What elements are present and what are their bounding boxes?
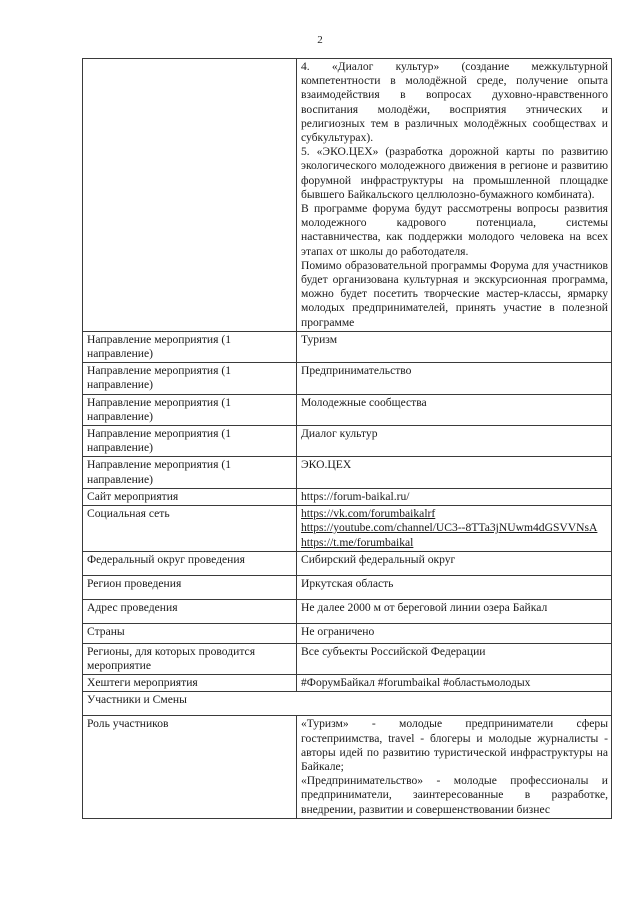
direction-label: Направление мероприятия (1 направление) xyxy=(83,331,297,362)
program-paragraph: В программе форума будут рассмотрены вопросы развития молодежного кадрового потенциала, системы наставничества, как поддержки молодого человека на всех этапах от школы до работодателя. xyxy=(301,202,608,258)
address-label: Адрес проведения xyxy=(83,599,297,623)
direction-label: Направление мероприятия (1 направление) xyxy=(83,457,297,488)
direction-value: ЭКО.ЦЕХ xyxy=(297,457,612,488)
direction-row xyxy=(83,394,612,425)
telegram-link[interactable]: https://t.me/forumbaikal xyxy=(301,535,414,549)
vk-link[interactable]: https://vk.com/forumbaikalrf xyxy=(301,507,436,521)
hashtags-row xyxy=(83,675,612,692)
district-row xyxy=(83,551,612,575)
direction-label: Направление мероприятия (1 направление) xyxy=(83,394,297,425)
direction-row xyxy=(83,331,612,362)
program-row xyxy=(83,59,612,332)
site-value: https://forum-baikal.ru/ xyxy=(297,488,612,505)
region-row xyxy=(83,575,612,599)
direction-row xyxy=(83,363,612,394)
site-row xyxy=(83,488,612,505)
roles-label: Роль участников xyxy=(83,716,297,818)
program-description xyxy=(297,59,612,332)
regions-row xyxy=(83,643,612,674)
countries-value: Не ограничено xyxy=(297,623,612,643)
program-label-cell xyxy=(83,59,297,332)
direction-label: Направление мероприятия (1 направление) xyxy=(83,426,297,457)
countries-row xyxy=(83,623,612,643)
program-paragraph: Помимо образовательной программы Форума для участников будет организована культурная и экскурсионная программа, можно будет посетить творческие мастер-классы, ярмарку молодых предпринимателей, принять участие в полезной программе xyxy=(301,258,608,329)
program-paragraph: 4. «Диалог культур» (создание межкультурной компетентности в молодёжной среде, получение опыта взаимодействия в вопросах духовно-нравственного воспитания молодёжи, восприятия этнических и религиозных тем в различных молодёжных сообществах и субкультурах). xyxy=(301,60,608,145)
hashtags-value: #ФорумБайкал #forumbaikal #областьмолодых xyxy=(297,675,612,692)
page-number: 2 xyxy=(317,34,323,46)
region-value: Иркутская область xyxy=(297,575,612,599)
address-row xyxy=(83,599,612,623)
site-label: Сайт мероприятия xyxy=(83,488,297,505)
direction-row xyxy=(83,457,612,488)
direction-value: Молодежные сообщества xyxy=(297,394,612,425)
roles-description xyxy=(297,716,612,818)
social-label: Социальная сеть xyxy=(83,506,297,552)
direction-value: Диалог культур xyxy=(297,426,612,457)
regions-value: Все субъекты Российской Федерации xyxy=(297,643,612,674)
section-row xyxy=(83,692,612,716)
direction-value: Предпринимательство xyxy=(297,363,612,394)
district-value: Сибирский федеральный округ xyxy=(297,551,612,575)
regions-label: Регионы, для которых проводится мероприятие xyxy=(83,643,297,674)
youtube-link[interactable]: https://youtube.com/channel/UC3--8TTa3jNUwm4dGSVVNsA xyxy=(301,521,598,535)
program-paragraph: 5. «ЭКО.ЦЕХ» (разработка дорожной карты по развитию экологического молодежного движения в регионе и развитию форумной инфраструктуры на промышленной площадке бывшего Байкальского целлюлозно-бумажного комбината). xyxy=(301,145,608,201)
direction-label: Направление мероприятия (1 направление) xyxy=(83,363,297,394)
hashtags-label: Хештеги мероприятия xyxy=(83,675,297,692)
district-label: Федеральный округ проведения xyxy=(83,551,297,575)
roles-paragraph: «Туризм» - молодые предприниматели сферы гостеприимства, travel - блогеры и молодые журналисты - авторы идей по развитию туристической инфраструктуры на Байкале; xyxy=(301,717,608,773)
social-row xyxy=(83,506,612,552)
region-label: Регион проведения xyxy=(83,575,297,599)
direction-value: Туризм xyxy=(297,331,612,362)
social-links xyxy=(297,506,612,552)
address-value: Не далее 2000 м от береговой линии озера Байкал xyxy=(297,599,612,623)
roles-row xyxy=(83,716,612,818)
direction-row xyxy=(83,426,612,457)
countries-label: Страны xyxy=(83,623,297,643)
section-title: Участники и Смены xyxy=(83,692,612,716)
roles-paragraph: «Предпринимательство» - молодые профессионалы и предприниматели, заинтересованные в разработке, внедрении, развитии и совершенствовании бизнес xyxy=(301,774,608,816)
event-info-table xyxy=(82,58,612,819)
